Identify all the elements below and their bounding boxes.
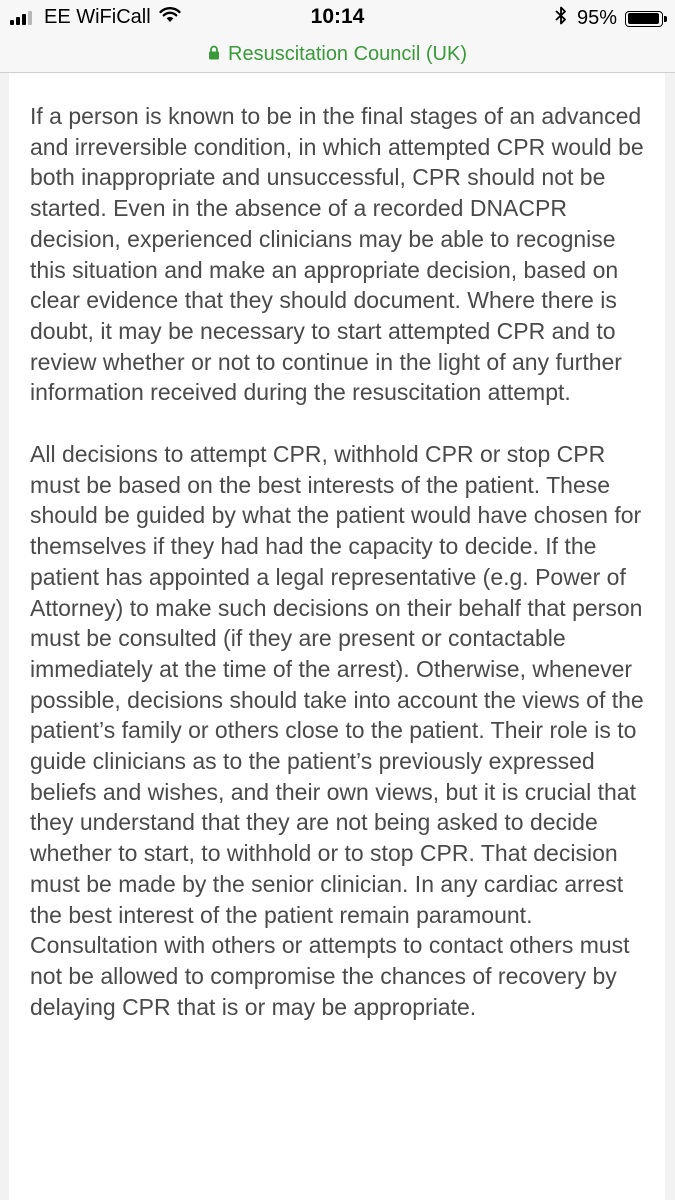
address-bar[interactable] bbox=[0, 36, 675, 73]
site-name: Resuscitation Council (UK) bbox=[228, 42, 467, 65]
clock: 10:14 bbox=[310, 5, 365, 28]
carrier-name: EE WiFiCall bbox=[44, 6, 151, 28]
carrier-group bbox=[10, 6, 181, 29]
article-paragraph-2: All decisions to attempt CPR, withhold CPR or stop CPR must be based on the best interests of the patient. These should be guided by what the patient would have chosen for themselves if they had had the capacity to decide. If the patient has appointed a legal representative (e.g. Power of Attorney) to make such decisions on their behalf that person must be consulted (if they are present or contactable immediately at the time of the arrest). Otherwise, whenever possible, decisions should take into account the views of the patient’s family or others close to the patient. Their role is to guide clinicians as to the patient’s previously expressed beliefs and wishes, and their own views, but it is crucial that they understand that they are not being asked to decide whether to start, to withhold or to stop CPR. That decision must be made by the senior clinician. In any cardiac arrest the best interest of the patient remain paramount. Consultation with others or attempts to contact others must not be allowed to compromise the chances of recovery by delaying CPR that is or may be appropriate. bbox=[30, 441, 644, 1020]
lock-icon bbox=[208, 43, 220, 66]
battery-percentage: 95% bbox=[576, 7, 617, 29]
battery-icon bbox=[625, 11, 663, 27]
page-content[interactable] bbox=[9, 73, 665, 1200]
status-bar bbox=[0, 0, 675, 36]
signal-bars-icon bbox=[10, 11, 34, 25]
bluetooth-icon bbox=[555, 6, 567, 31]
wifi-icon bbox=[159, 6, 181, 29]
article-paragraph-1: If a person is known to be in the final stages of an advanced and irreversible condition, in which attempted CPR would be both inappropriate and unsuccessful, CPR should not be started. Even in the absence of a recorded DNACPR decision, experienced clinicians may be able to recognise this situation and make an appropriate decision, based on clear evidence that they should document. Where there is doubt, it may be necessary to start attempted CPR and to review whether or not to continue in the light of any further information received during the resuscitation attempt. bbox=[30, 103, 644, 406]
battery-level-fill bbox=[628, 13, 659, 24]
battery-nub bbox=[664, 16, 667, 22]
right-status-group bbox=[555, 6, 663, 31]
article-body bbox=[30, 101, 656, 1053]
